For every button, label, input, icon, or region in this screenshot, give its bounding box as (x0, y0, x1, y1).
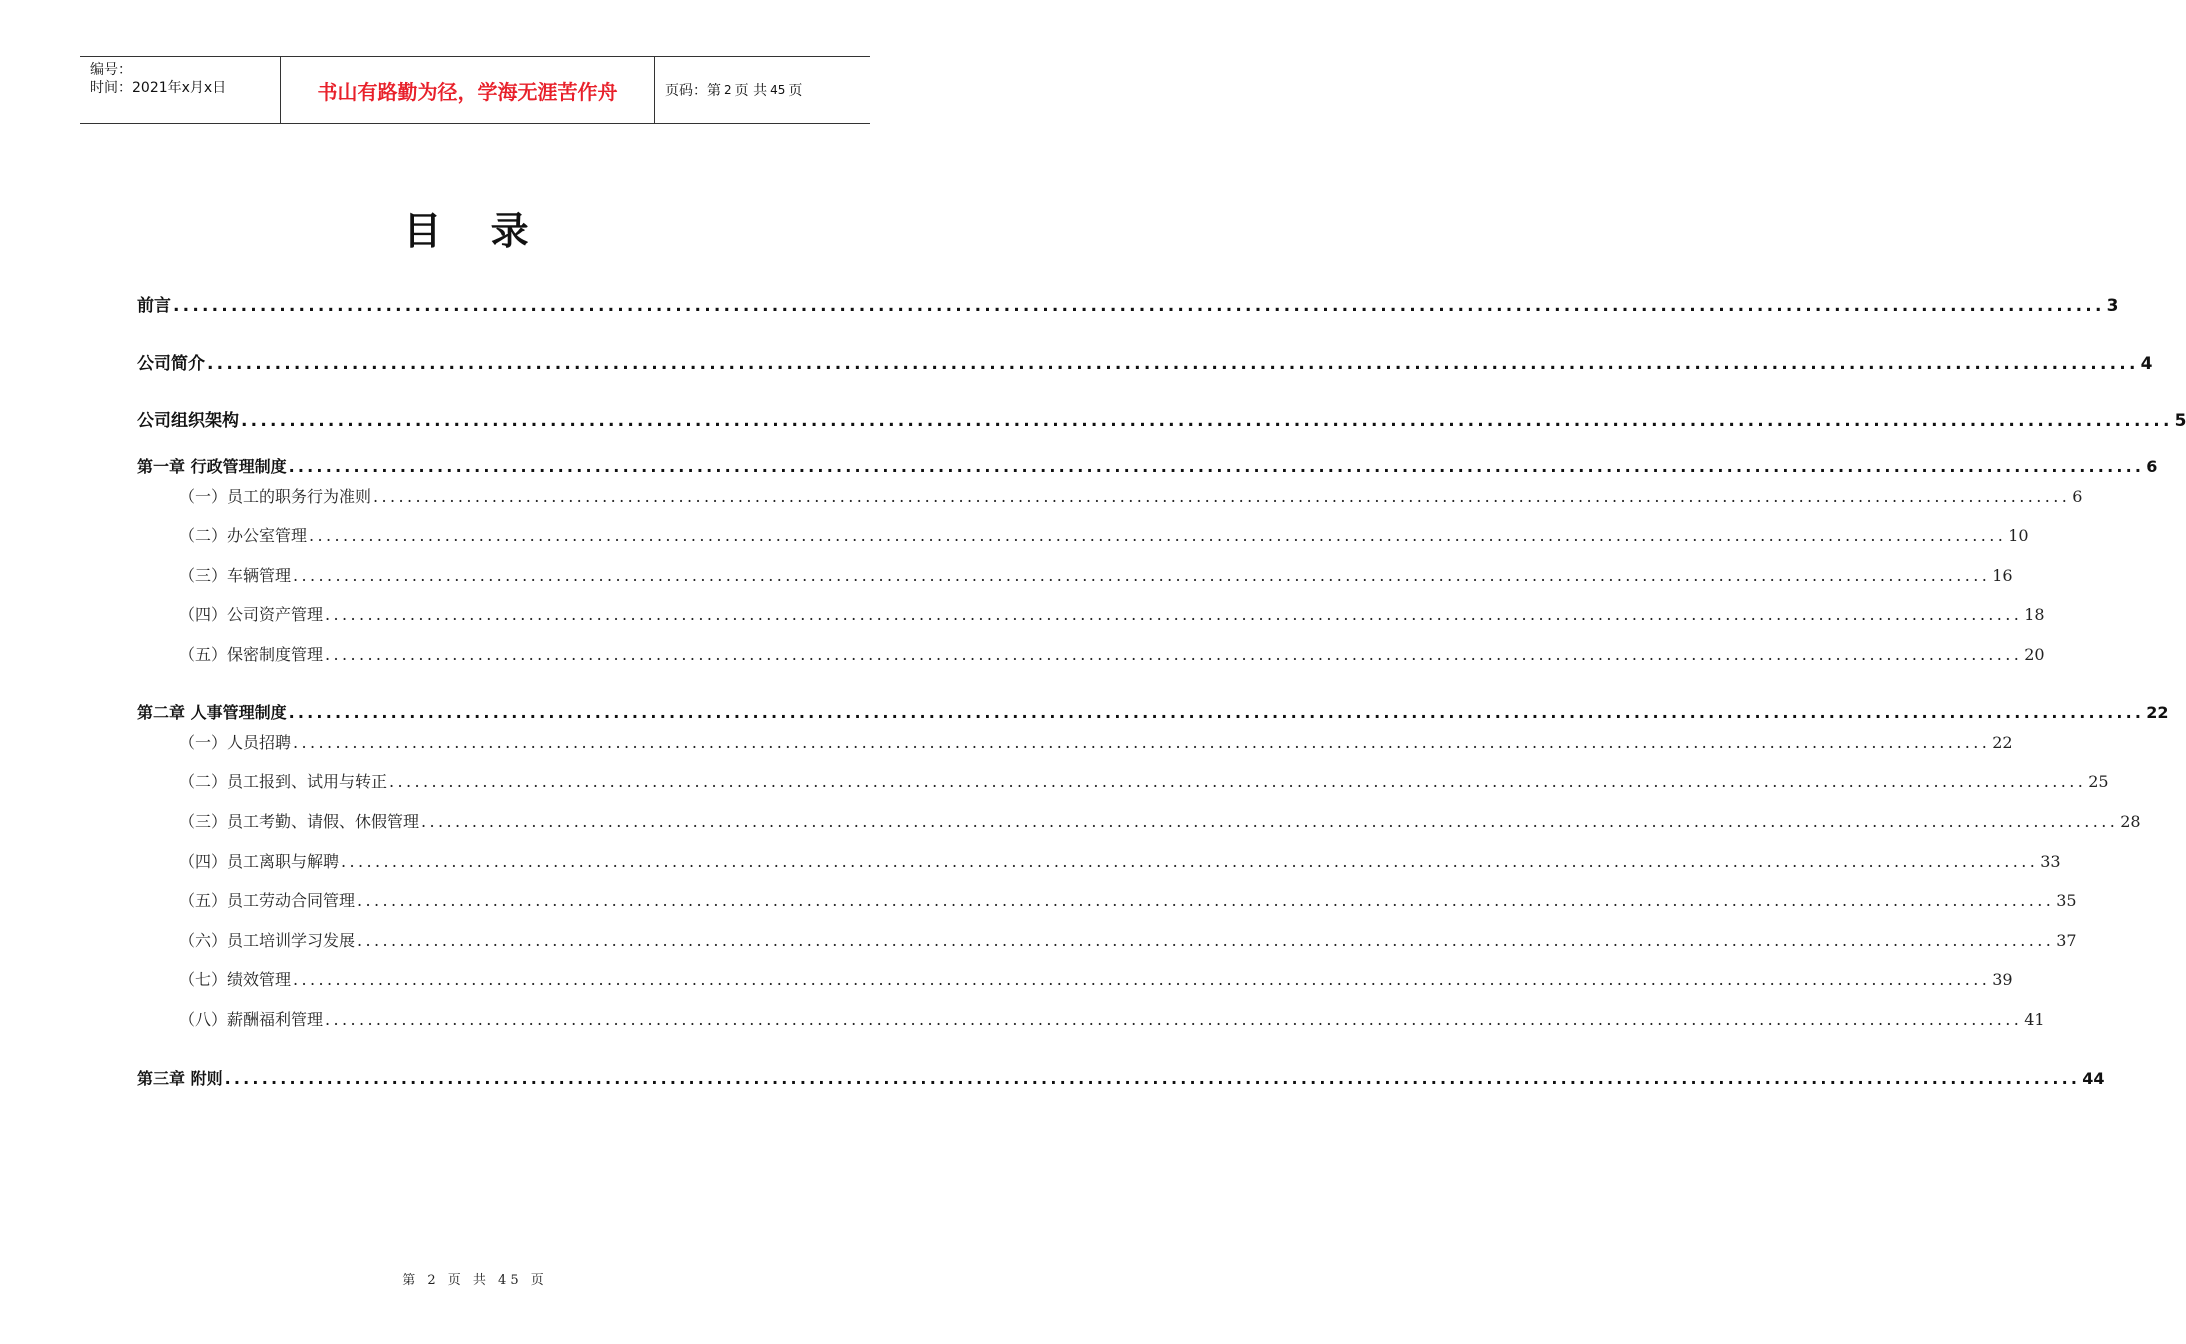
toc-entry[interactable] (179, 602, 2045, 625)
toc-entry-label: 前言 (137, 296, 171, 316)
toc-entry-page: 22 (2146, 703, 2169, 722)
toc-entry-label: （五）员工劳动合同管理 (179, 891, 356, 910)
toc-dot-leader: ........................................................................................................................................................................................................ (325, 645, 2023, 664)
toc-dot-leader: ........................................................................................................................................................................................................ (293, 733, 1991, 752)
toc-dot-leader: ........................................................................................................................................................................................................ (293, 970, 1991, 989)
toc-entry-label: （三）员工考勤、请假、休假管理 (179, 812, 420, 831)
toc-entry[interactable] (179, 769, 2109, 792)
toc-dot-leader: ........................................................................................................................................................................................................ (357, 931, 2055, 950)
toc-entry-page: 35 (2056, 891, 2077, 910)
toc-entry[interactable] (179, 563, 2013, 586)
toc-dot-leader: ........................................................................................................................................................................................................ (341, 852, 2039, 871)
toc-entry-label: （七）绩效管理 (179, 970, 292, 989)
toc-entry-label: （一）员工的职务行为准则 (179, 487, 372, 506)
toc-entry-label: 第一章 行政管理制度 (137, 457, 287, 476)
toc-entry[interactable] (179, 523, 2029, 546)
toc-entry-label: 第三章 附则 (137, 1069, 223, 1088)
toc-entry-label: 公司简介 (137, 354, 205, 374)
toc-entry-label: （四）公司资产管理 (179, 605, 324, 624)
toc-entry-page: 22 (1992, 733, 2013, 752)
toc-dot-leader: ........................................................................................................................................................................................................ (325, 605, 2023, 624)
toc-dot-leader: ........................................................................................................................................................................................................ (288, 703, 2145, 722)
toc-dot-leader: ........................................................................................................................................................................................................ (207, 354, 2139, 374)
toc-entry[interactable] (137, 291, 2119, 316)
toc-entry-page: 33 (2040, 852, 2061, 871)
toc-entry-page: 18 (2024, 605, 2045, 624)
toc-entry[interactable] (137, 454, 2158, 477)
page-header (80, 56, 870, 124)
page-mid: 页 共 (734, 83, 768, 99)
toc-dot-leader: ........................................................................................................................................................................................................ (241, 411, 2173, 431)
toc-entry[interactable] (179, 928, 2077, 951)
toc-dot-leader: ........................................................................................................................................................................................................ (224, 1069, 2081, 1088)
document-number-label: 编号： (90, 62, 132, 78)
page-title: 目 录 (403, 209, 547, 253)
page-footer: 第 2 页 共 45 页 (402, 1273, 548, 1288)
toc-dot-leader: ........................................................................................................................................................................................................ (173, 296, 2105, 316)
toc-entry-page: 39 (1992, 970, 2013, 989)
document-time: 时间：2021年x月x日 (90, 80, 227, 96)
toc-entry-label: 公司组织架构 (137, 411, 239, 431)
toc-entry-page: 44 (2082, 1069, 2105, 1088)
toc-entry-label: （二）员工报到、试用与转正 (179, 772, 388, 791)
toc-entry[interactable] (179, 849, 2061, 872)
toc-entry[interactable] (137, 406, 2186, 431)
toc-entry[interactable] (137, 1066, 2105, 1089)
toc-entry-page: 16 (1992, 566, 2013, 585)
toc-dot-leader: ........................................................................................................................................................................................................ (309, 526, 2007, 545)
toc-entry-page: 37 (2056, 931, 2077, 950)
page-current: 2 (724, 83, 732, 97)
toc-entry-page: 6 (2072, 487, 2083, 506)
toc-dot-leader: ........................................................................................................................................................................................................ (357, 891, 2055, 910)
toc-entry[interactable] (179, 1007, 2045, 1030)
toc-entry-label: （六）员工培训学习发展 (179, 931, 356, 950)
toc-entry-label: （五）保密制度管理 (179, 645, 324, 664)
toc-entry-page: 41 (2024, 1010, 2045, 1029)
toc-entry-page: 28 (2120, 812, 2141, 831)
header-motto: 书山有路勤为径，学海无涯苦作舟 (281, 57, 655, 123)
toc-entry-label: （八）薪酬福利管理 (179, 1010, 324, 1029)
toc-dot-leader: ........................................................................................................................................................................................................ (389, 772, 2087, 791)
header-meta (80, 57, 281, 123)
page-total: 45 (770, 83, 786, 97)
toc-entry-page: 3 (2106, 296, 2119, 316)
toc-entry[interactable] (179, 642, 2045, 665)
toc-entry[interactable] (179, 484, 2083, 507)
toc-dot-leader: ........................................................................................................................................................................................................ (325, 1010, 2023, 1029)
header-page-indicator (655, 57, 870, 123)
toc-entry-label: （二）办公室管理 (179, 526, 308, 545)
toc-entry[interactable] (179, 730, 2013, 753)
toc-entry-label: （三）车辆管理 (179, 566, 292, 585)
toc-entry-page: 5 (2174, 411, 2186, 431)
toc-entry[interactable] (179, 809, 2141, 832)
toc-dot-leader: ........................................................................................................................................................................................................ (288, 457, 2145, 476)
toc-entry-page: 20 (2024, 645, 2045, 664)
toc-entry[interactable] (179, 967, 2013, 990)
toc-entry-label: （一）人员招聘 (179, 733, 292, 752)
toc-dot-leader: ........................................................................................................................................................................................................ (373, 487, 2071, 506)
toc-entry-page: 25 (2088, 772, 2109, 791)
toc-entry-label: （四）员工离职与解聘 (179, 852, 340, 871)
page-prefix: 页码：第 (665, 83, 721, 99)
toc-entry-label: 第二章 人事管理制度 (137, 703, 287, 722)
toc-dot-leader: ........................................................................................................................................................................................................ (421, 812, 2119, 831)
toc-entry-page: 10 (2008, 526, 2029, 545)
toc-dot-leader: ........................................................................................................................................................................................................ (293, 566, 1991, 585)
toc-entry[interactable] (179, 888, 2077, 911)
toc-entry-page: 6 (2146, 457, 2158, 476)
page-suffix: 页 (788, 83, 803, 99)
toc-entry-page: 4 (2140, 354, 2153, 374)
toc-entry[interactable] (137, 700, 2169, 723)
toc-entry[interactable] (137, 349, 2153, 374)
